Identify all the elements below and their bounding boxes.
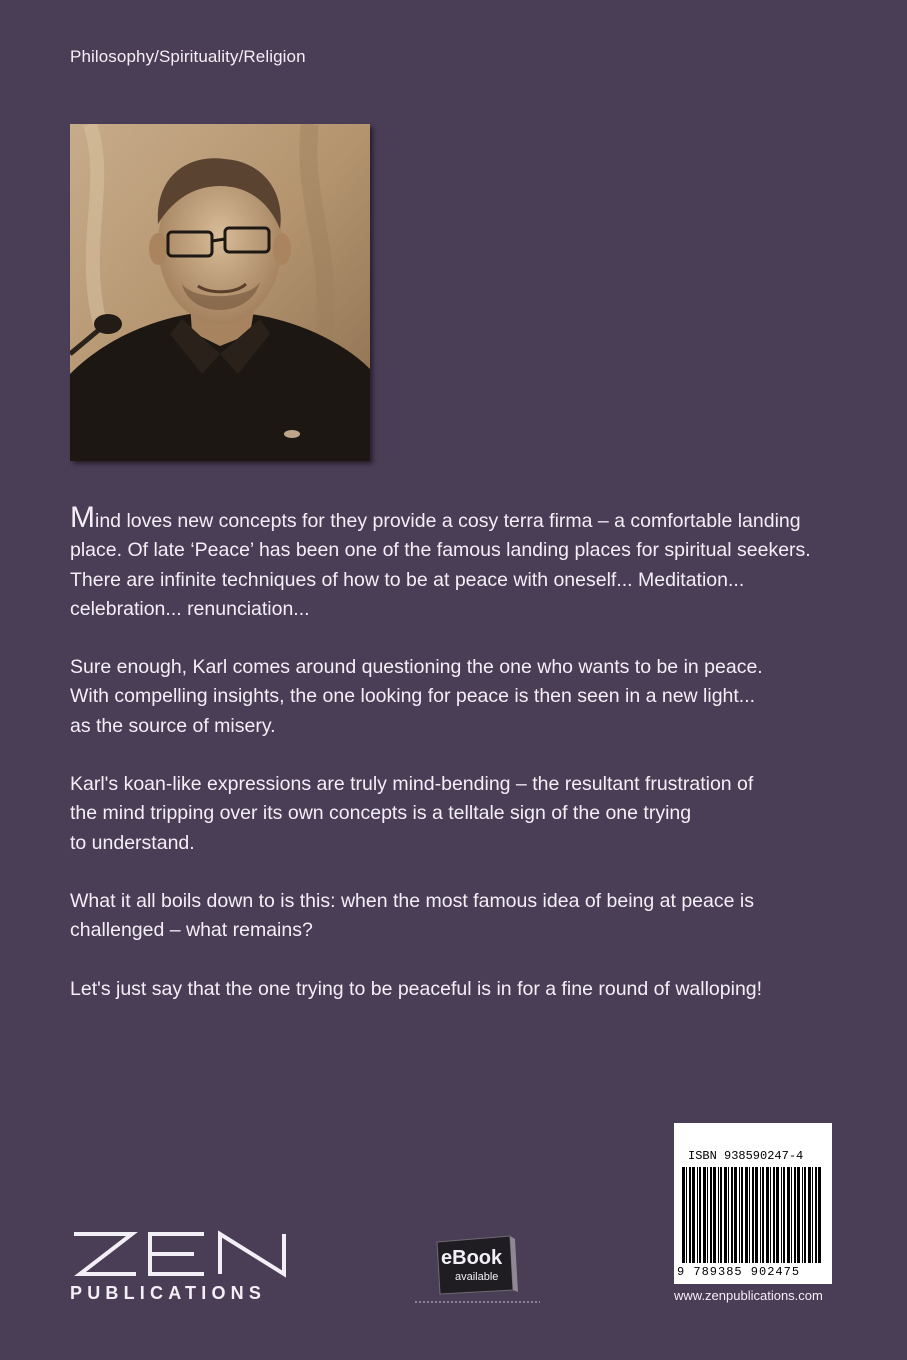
ebook-label: eBook — [441, 1247, 503, 1269]
blurb-paragraph-5: Let's just say that the one trying to be peaceful is in for a fine round of walloping! — [70, 977, 763, 1000]
zen-wordmark — [70, 1230, 295, 1278]
drop-cap: M — [70, 501, 95, 534]
blurb-paragraph-4: What it all boils down to is this: when the most famous idea of being at peace is challenged – what remains? — [70, 889, 754, 942]
publisher-subtitle: PUBLICATIONS — [70, 1283, 267, 1303]
blurb-paragraph-3: Karl's koan-like expressions are truly mind-bending – the resultant frustration of the mind tripping over its own concepts is a telltale sign of the one trying to understand. — [70, 773, 754, 854]
category-label: Philosophy/Spirituality/Religion — [70, 47, 306, 66]
author-photo — [70, 124, 370, 461]
isbn-number: ISBN 938590247-4 — [688, 1149, 804, 1163]
publisher-logo — [70, 1230, 295, 1310]
ean-number: 9 789385 902475 — [677, 1265, 801, 1279]
publisher-website: www.zenpublications.com — [674, 1288, 823, 1303]
blurb-paragraph-1-text: ind loves new concepts for they provide a cosy terra firma – a comfortable landing place. Of late ‘Peace’ has been one of the famous landing places for spiritual seekers. There are infinite techniques of how to be at peace with oneself... Meditation... celebration... renunciation... — [70, 510, 811, 620]
blurb-text — [70, 503, 830, 1033]
ebook-available: available — [455, 1271, 499, 1283]
ebook-badge — [415, 1230, 540, 1305]
barcode-bars — [682, 1167, 824, 1263]
blurb-paragraph-1 — [70, 503, 830, 624]
blurb-paragraph-2: Sure enough, Karl comes around questioning the one who wants to be in peace. With compelling insights, the one looking for peace is then seen in a new light... as the source of misery. — [70, 656, 763, 737]
isbn-barcode — [674, 1123, 832, 1284]
